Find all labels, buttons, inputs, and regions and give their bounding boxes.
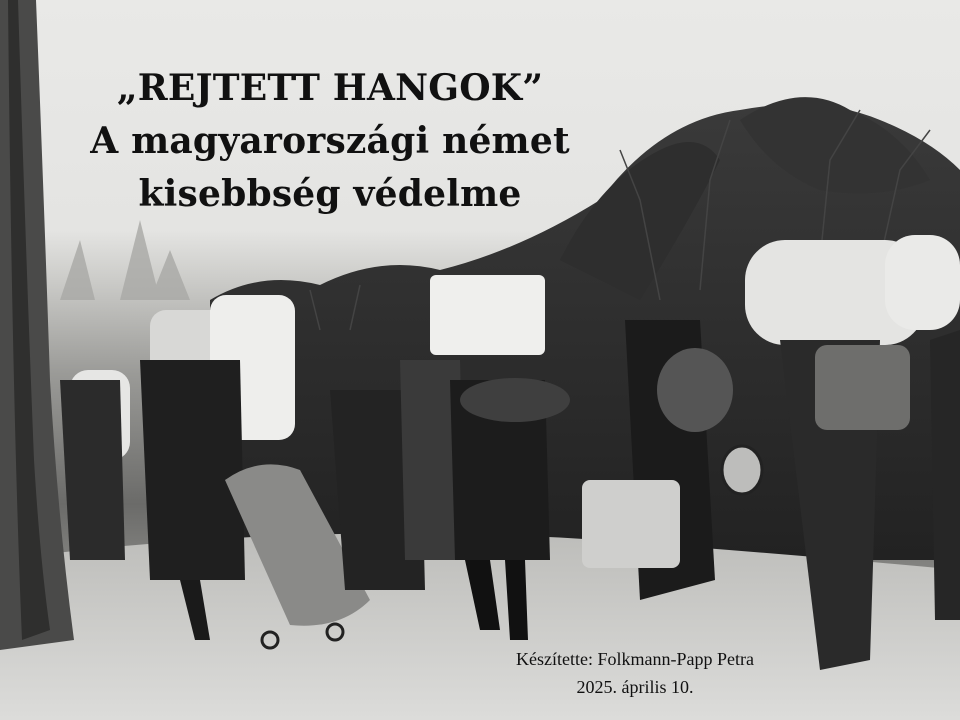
date-line: 2025. április 10. — [576, 677, 694, 697]
title-line-subject: A magyarországi német — [90, 120, 570, 162]
slide-title — [40, 62, 620, 221]
author-line: Készítette: Folkmann-Papp Petra — [516, 649, 754, 669]
title-line-topic: kisebbség védelme — [138, 173, 522, 215]
title-line-quote: „REJTETT HANGOK” — [116, 67, 544, 109]
distant-trees — [60, 220, 190, 300]
credits — [440, 645, 830, 701]
refugees-group — [60, 235, 960, 670]
